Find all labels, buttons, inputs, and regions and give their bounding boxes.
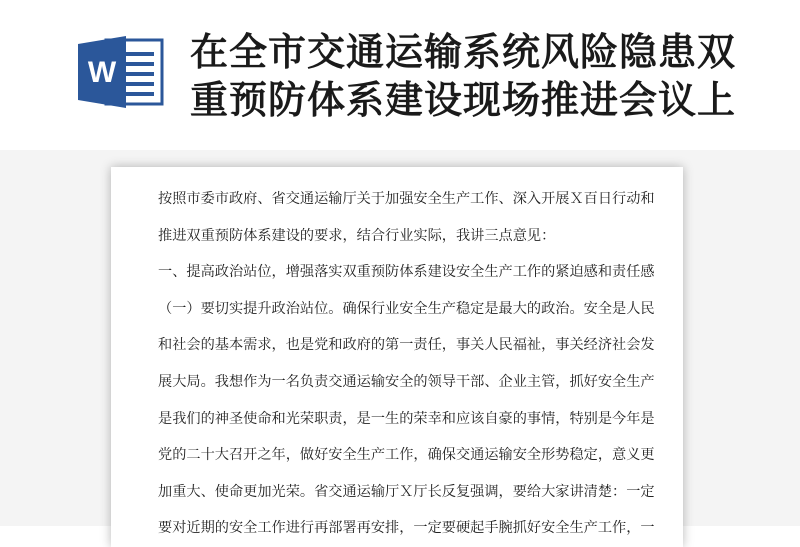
body-line: 按照市委市政府、省交通运输厅关于加强安全生产工作、深入开展Ｘ百日行动和	[158, 191, 655, 207]
body-line: （一）要切实提升政治站位。确保行业安全生产稳定是最大的政治。安全是人民	[158, 300, 655, 317]
title-line-2: 重预防体系建设现场推进会议上	[190, 78, 737, 122]
body-line: 加重大、使命更加光荣。省交通运输厅Ｘ厅长反复强调，要给大家讲清楚：一定	[158, 483, 655, 500]
header-banner	[0, 0, 800, 150]
document-body	[158, 181, 658, 547]
title-line-1: 在全市交通运输系统风险隐患双	[190, 30, 737, 74]
body-line: 党的二十大召开之年，做好安全生产工作，确保交通运输安全形势稳定，意义更	[158, 447, 655, 464]
body-line: 一、提高政治站位，增强落实双重预防体系建设安全生产工作的紧迫感和责任感	[158, 264, 655, 281]
body-line: 展大局。我想作为一名负责交通运输安全的领导干部、企业主管，抓好安全生产	[158, 373, 655, 390]
word-document-icon	[76, 34, 166, 110]
document-page	[111, 167, 683, 547]
svg-text:W: W	[87, 56, 117, 89]
body-line: 是我们的神圣使命和光荣职责，是一生的荣幸和应该自豪的事情，特别是今年是	[158, 410, 655, 427]
body-line: 推进双重预防体系建设的要求，结合行业实际，我讲三点意见：	[158, 227, 556, 244]
body-line: 和社会的基本需求，也是党和政府的第一责任，事关人民福祉，事关经济社会发	[158, 337, 655, 354]
document-title	[190, 28, 790, 124]
body-line: 要对近期的安全工作进行再部署再安排，一定要硬起手腕抓好安全生产工作，一	[158, 520, 655, 537]
